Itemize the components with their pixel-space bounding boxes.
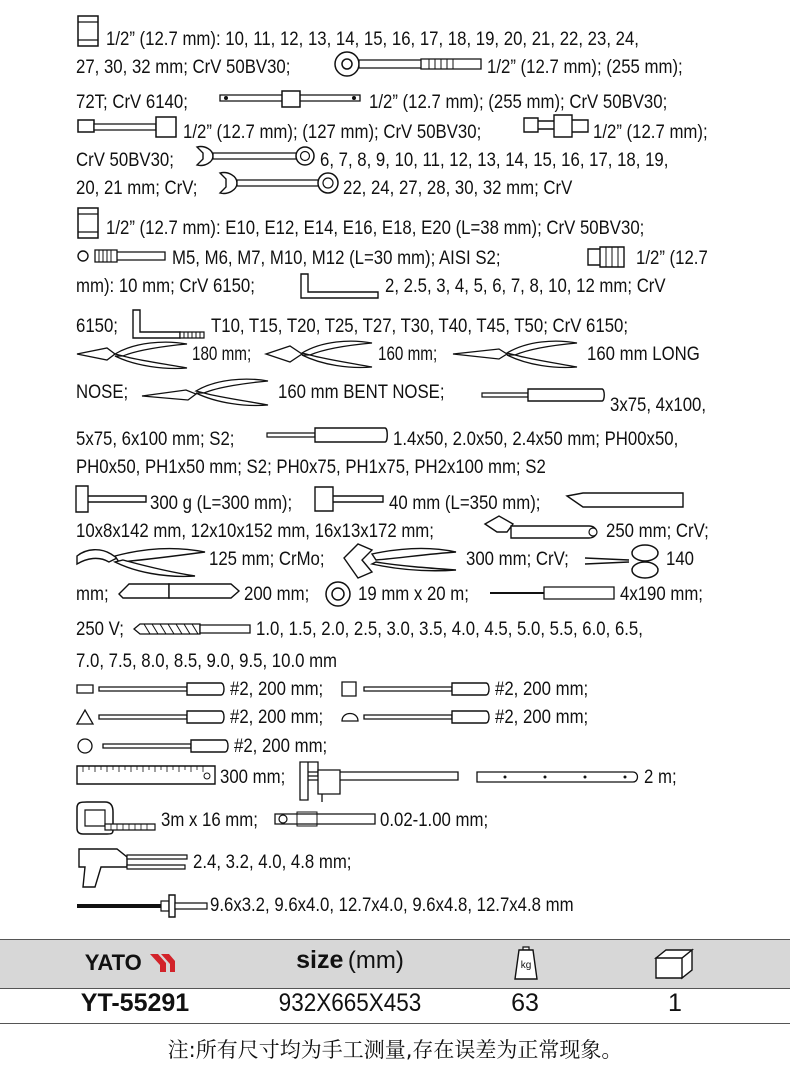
e-torx-socket-spec: 1/2” (12.7 mm): E10, E12, E14, E16, E18, E20 (L=38 mm); CrV 50BV30; [106, 217, 645, 239]
size-label: size [296, 946, 344, 974]
half-round-file-spec: #2, 200 mm; [495, 706, 589, 728]
feeler-gauge-icon [273, 808, 377, 830]
bit-adapter-spec: 1/2” (12.7 [636, 247, 708, 269]
size-header [270, 946, 430, 975]
chisel-icon [565, 490, 685, 510]
socket-icon [75, 14, 101, 48]
flat-file-icon [75, 680, 227, 698]
package-dimensions: 932X665X453 [278, 989, 422, 1017]
long-nose-pliers-spec-line-2: NOSE; [76, 381, 129, 403]
extension-bar-icon [76, 114, 180, 140]
e-torx-socket-icon [75, 206, 101, 240]
voltage-tester-spec-line-2: 250 V; [76, 618, 124, 640]
slotted-screwdriver-icon [480, 385, 606, 405]
ratchet-handle-icon [333, 50, 485, 78]
measurement-note: 注:所有尺寸均为手工测量,存在误差为正常现象。 [167, 1038, 623, 1062]
product-code: YT-55291 [80, 989, 190, 1017]
product-table-row [0, 987, 790, 1024]
socket-spec-line-1: 1/2” (12.7 mm): 10, 11, 12, 13, 14, 15, 16, 17, 18, 19, 20, 21, 22, 23, 24, [106, 28, 639, 50]
locking-pliers-icon [75, 544, 207, 582]
wrench-spec-line-1: 6, 7, 8, 9, 10, 11, 12, 13, 14, 15, 16, 17, 18, 19, [320, 149, 669, 171]
ratchet-spec-line-2: 72T; CrV 6140; [76, 91, 188, 113]
t-bar-spec: 1/2” (12.7 mm); (255 mm); CrV 50BV30; [369, 91, 668, 113]
yato-logo-mark-icon [149, 953, 175, 973]
bit-adapter-spec-line-2: mm): 10 mm; CrV 6150; [76, 275, 255, 297]
scissors-spec-line-2: mm; [76, 583, 109, 605]
size-unit: (mm) [347, 947, 404, 974]
slotted-screwdriver-spec: 3x75, 4x100, [610, 394, 707, 416]
hex-key-spec-line-2: 6150; [76, 315, 118, 337]
package-box-icon [654, 948, 694, 980]
folding-rule-spec: 2 m; [644, 766, 677, 788]
folding-rule-icon [475, 770, 641, 784]
product-table-header [0, 939, 790, 989]
long-nose-pliers-spec: 160 mm LONG [587, 343, 700, 365]
bit-adapter-icon [586, 244, 628, 270]
phillips-screwdriver-icon [265, 424, 389, 446]
brand-logo [70, 950, 190, 980]
round-file-icon [75, 736, 231, 756]
insulation-tape-icon [322, 580, 354, 608]
socket-spec-line-2: 27, 30, 32 mm; CrV 50BV30; [76, 56, 291, 78]
scissors-icon [583, 542, 663, 580]
drill-bit-icon [132, 621, 252, 637]
tape-measure-icon [75, 800, 159, 836]
drill-bit-spec-line-2: 7.0, 7.5, 8.0, 8.5, 9.0, 9.5, 10.0 mm [76, 650, 338, 672]
square-file-icon [340, 680, 492, 698]
half-round-file-icon [340, 707, 492, 727]
long-nose-pliers-icon [451, 338, 581, 370]
triangular-file-spec: #2, 200 mm; [230, 706, 324, 728]
tape-measure-spec: 3m x 16 mm; [161, 809, 258, 831]
ratchet-spec: 1/2” (12.7 mm); (255 mm); [487, 56, 683, 78]
water-pump-pliers-icon [342, 540, 460, 580]
rivet-icon [75, 893, 211, 919]
feeler-gauge-spec: 0.02-1.00 mm; [380, 809, 489, 831]
knife-spec: 200 mm; [244, 583, 310, 605]
torx-key-icon [130, 308, 208, 340]
steel-ruler-spec: 300 mm; [220, 766, 286, 788]
universal-joint-spec: 1/2” (12.7 mm); [593, 121, 708, 143]
combination-pliers-icon [75, 340, 189, 372]
wrench-large-spec: 22, 24, 27, 28, 30, 32 mm; CrV [343, 177, 573, 199]
vernier-caliper-icon [298, 760, 460, 804]
spline-bit-icon [75, 245, 167, 267]
extension-spec: 1/2” (12.7 mm); (127 mm); CrV 50BV30; [183, 121, 482, 143]
steel-ruler-icon [75, 764, 217, 786]
rivet-gun-icon [75, 843, 193, 891]
package-quantity: 1 [668, 989, 682, 1017]
insulation-tape-spec: 19 mm x 20 m; [358, 583, 469, 605]
diagonal-cutters-icon [264, 338, 376, 370]
round-file-spec: #2, 200 mm; [234, 735, 328, 757]
universal-joint-spec-line-2: CrV 50BV30; [76, 149, 174, 171]
chisel-spec: 10x8x142 mm, 12x10x152 mm, 16x13x172 mm; [76, 520, 434, 542]
bent-nose-pliers-icon [140, 376, 272, 408]
flat-file-spec: #2, 200 mm; [230, 678, 324, 700]
spline-bit-spec: M5, M6, M7, M10, M12 (L=30 mm); AISI S2; [172, 247, 501, 269]
hex-key-icon [298, 272, 380, 300]
combination-wrench-large-icon [216, 170, 340, 196]
phillips-screwdriver-spec-line-2: PH0x50, PH1x50 mm; S2; PH0x75, PH1x75, PH2x100 mm; S2 [76, 456, 546, 478]
bent-nose-pliers-spec: 160 mm BENT NOSE; [278, 381, 445, 403]
adjustable-wrench-spec: 250 mm; CrV; [606, 520, 709, 542]
voltage-tester-icon [488, 585, 618, 601]
sliding-t-bar-icon [218, 88, 364, 110]
brand-name: YATO [84, 950, 142, 975]
package-weight: 63 [511, 989, 539, 1017]
voltage-tester-spec: 4x190 mm; [620, 583, 703, 605]
mallet-spec: 40 mm (L=350 mm); [389, 492, 541, 514]
mallet-icon [313, 485, 385, 513]
rivets-spec: 9.6x3.2, 9.6x4.0, 12.7x4.0, 9.6x4.8, 12.7x4.8 mm [210, 894, 574, 916]
folding-knife-icon [117, 580, 241, 604]
hex-key-spec: 2, 2.5, 3, 4, 5, 6, 7, 8, 10, 12 mm; CrV [385, 275, 666, 297]
combination-wrench-icon [193, 144, 317, 168]
water-pump-pliers-spec: 300 mm; CrV; [466, 548, 569, 570]
hammer-spec: 300 g (L=300 mm); [150, 492, 293, 514]
scissors-spec: 140 [666, 548, 694, 570]
diagonal-cutters-spec: 160 mm; [378, 343, 438, 365]
triangular-file-icon [75, 707, 227, 727]
torx-key-spec: T10, T15, T20, T25, T27, T30, T40, T45, T50; CrV 6150; [211, 315, 629, 337]
hammer-icon [74, 484, 148, 514]
drill-bit-spec-line-1: 1.0, 1.5, 2.0, 2.5, 3.0, 3.5, 4.0, 4.5, 5.0, 5.5, 6.0, 6.5, [256, 618, 643, 640]
wrench-spec-line-2: 20, 21 mm; CrV; [76, 177, 198, 199]
slotted-screwdriver-spec-line-2: 5x75, 6x100 mm; S2; [76, 428, 235, 450]
combination-pliers-spec: 180 mm; [192, 343, 252, 365]
phillips-screwdriver-spec: 1.4x50, 2.0x50, 2.4x50 mm; PH00x50, [393, 428, 679, 450]
rivet-gun-spec: 2.4, 3.2, 4.0, 4.8 mm; [193, 851, 352, 873]
weight-kg-icon-label: kg [520, 960, 532, 971]
locking-pliers-spec: 125 mm; CrMo; [209, 548, 325, 570]
universal-joint-icon [522, 112, 590, 140]
square-file-spec: #2, 200 mm; [495, 678, 589, 700]
